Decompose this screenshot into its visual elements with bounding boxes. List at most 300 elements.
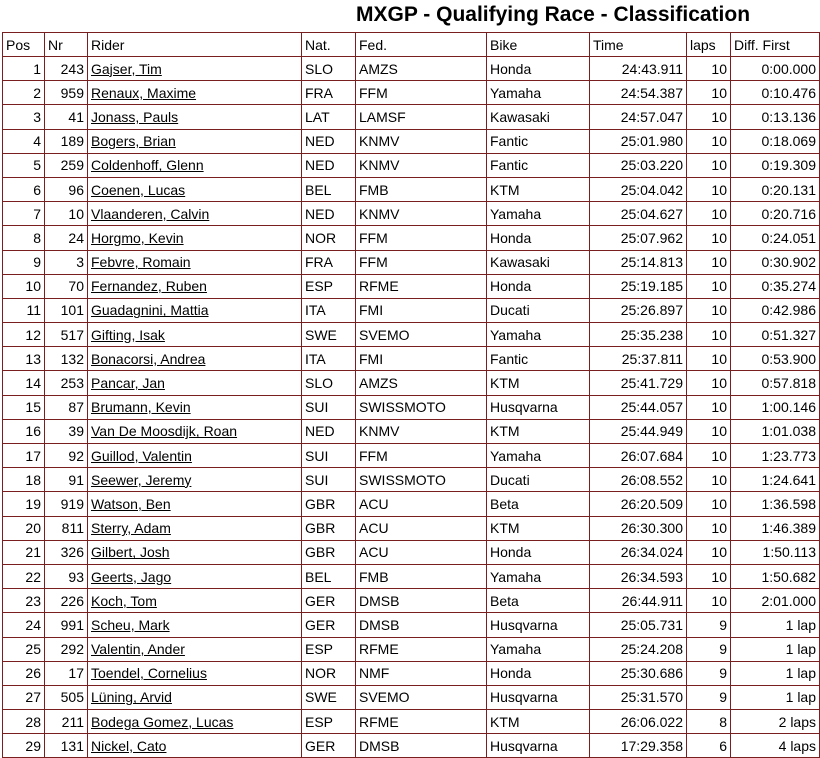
cell-rider [88, 274, 302, 298]
cell-laps: 10 [687, 177, 731, 201]
cell-diff-first: 0:19.309 [731, 153, 820, 177]
cell-pos: 1 [3, 57, 45, 81]
cell-time: 26:30.300 [590, 516, 687, 540]
cell-diff-first: 1:23.773 [731, 444, 820, 468]
cell-nat: GER [302, 589, 356, 613]
cell-diff-first: 2:01.000 [731, 589, 820, 613]
cell-bike: Honda [487, 226, 590, 250]
table-row [3, 371, 820, 395]
cell-diff-first: 1 lap [731, 685, 820, 709]
cell-bike: Fantic [487, 153, 590, 177]
cell-nat: FRA [302, 81, 356, 105]
cell-time: 26:44.911 [590, 589, 687, 613]
cell-diff-first: 0:24.051 [731, 226, 820, 250]
rider-link[interactable]: Fernandez, Ruben [91, 278, 207, 295]
cell-bike: Yamaha [487, 444, 590, 468]
cell-time: 17:29.358 [590, 734, 687, 758]
cell-laps: 10 [687, 540, 731, 564]
cell-fed: KNMV [356, 202, 487, 226]
cell-time: 26:06.022 [590, 710, 687, 734]
cell-bike: KTM [487, 419, 590, 443]
cell-nr: 101 [45, 298, 88, 322]
cell-pos: 5 [3, 153, 45, 177]
cell-laps: 10 [687, 298, 731, 322]
cell-pos: 7 [3, 202, 45, 226]
cell-diff-first: 0:20.131 [731, 177, 820, 201]
cell-pos: 2 [3, 81, 45, 105]
cell-nat: ESP [302, 274, 356, 298]
cell-pos: 10 [3, 274, 45, 298]
cell-nat: NOR [302, 226, 356, 250]
cell-diff-first: 1:36.598 [731, 492, 820, 516]
table-row [3, 613, 820, 637]
rider-link[interactable]: Gifting, Isak [91, 326, 165, 343]
cell-diff-first: 0:51.327 [731, 323, 820, 347]
cell-nr: 87 [45, 395, 88, 419]
cell-nr: 959 [45, 81, 88, 105]
cell-diff-first: 0:18.069 [731, 129, 820, 153]
table-row [3, 685, 820, 709]
classification-table [2, 32, 820, 758]
cell-diff-first: 1:50.113 [731, 540, 820, 564]
page-title-bar [0, 0, 800, 30]
cell-laps: 10 [687, 589, 731, 613]
cell-nr: 24 [45, 226, 88, 250]
cell-diff-first: 1 lap [731, 613, 820, 637]
cell-nat: GBR [302, 540, 356, 564]
cell-nr: 10 [45, 202, 88, 226]
rider-link[interactable]: Jonass, Pauls [91, 108, 179, 125]
cell-laps: 10 [687, 395, 731, 419]
cell-pos: 20 [3, 516, 45, 540]
cell-fed: KNMV [356, 419, 487, 443]
cell-fed: FMB [356, 177, 487, 201]
cell-diff-first: 1:24.641 [731, 468, 820, 492]
cell-pos: 25 [3, 637, 45, 661]
cell-time: 26:07.684 [590, 444, 687, 468]
cell-nat: GBR [302, 516, 356, 540]
cell-rider [88, 613, 302, 637]
table-row [3, 564, 820, 588]
cell-fed: DMSB [356, 589, 487, 613]
rider-link[interactable]: Watson, Ben [91, 495, 171, 512]
table-row [3, 589, 820, 613]
cell-nat: NED [302, 153, 356, 177]
cell-diff-first: 1 lap [731, 637, 820, 661]
cell-laps: 10 [687, 274, 731, 298]
cell-pos: 18 [3, 468, 45, 492]
cell-bike: Husqvarna [487, 734, 590, 758]
rider-link[interactable]: Guadagnini, Mattia [91, 302, 209, 319]
rider-link[interactable]: Nickel, Cato [91, 737, 167, 754]
cell-time: 24:54.387 [590, 81, 687, 105]
rider-link[interactable]: Koch, Tom [91, 592, 157, 609]
cell-pos: 16 [3, 419, 45, 443]
rider-link[interactable]: Coenen, Lucas [91, 181, 186, 198]
rider-link[interactable]: Guillod, Valentin [91, 447, 192, 464]
cell-nr: 811 [45, 516, 88, 540]
cell-fed: AMZS [356, 57, 487, 81]
cell-nr: 70 [45, 274, 88, 298]
cell-bike: Honda [487, 57, 590, 81]
cell-rider [88, 516, 302, 540]
cell-nr: 991 [45, 613, 88, 637]
cell-rider [88, 444, 302, 468]
cell-diff-first: 1 lap [731, 661, 820, 685]
cell-rider [88, 564, 302, 588]
cell-nat: BEL [302, 177, 356, 201]
cell-diff-first: 4 laps [731, 734, 820, 758]
cell-time: 25:31.570 [590, 685, 687, 709]
cell-pos: 24 [3, 613, 45, 637]
cell-laps: 10 [687, 419, 731, 443]
cell-rider [88, 81, 302, 105]
table-row [3, 734, 820, 758]
cell-time: 25:04.627 [590, 202, 687, 226]
cell-fed: NMF [356, 661, 487, 685]
header-nr: Nr [45, 33, 88, 57]
cell-time: 25:35.238 [590, 323, 687, 347]
cell-bike: Kawasaki [487, 250, 590, 274]
cell-pos: 11 [3, 298, 45, 322]
rider-link[interactable]: Febvre, Romain [91, 254, 191, 271]
cell-nat: FRA [302, 250, 356, 274]
cell-time: 26:34.593 [590, 564, 687, 588]
cell-laps: 10 [687, 57, 731, 81]
cell-rider [88, 177, 302, 201]
cell-time: 25:30.686 [590, 661, 687, 685]
cell-fed: DMSB [356, 613, 487, 637]
cell-bike: Beta [487, 492, 590, 516]
cell-rider [88, 129, 302, 153]
cell-diff-first: 1:00.146 [731, 395, 820, 419]
cell-nat: NED [302, 419, 356, 443]
cell-nat: ITA [302, 298, 356, 322]
cell-fed: FFM [356, 226, 487, 250]
cell-laps: 10 [687, 444, 731, 468]
cell-time: 25:14.813 [590, 250, 687, 274]
cell-rider [88, 710, 302, 734]
cell-pos: 28 [3, 710, 45, 734]
cell-nr: 292 [45, 637, 88, 661]
cell-diff-first: 1:46.389 [731, 516, 820, 540]
header-diff-first: Diff. First [731, 33, 820, 57]
cell-pos: 17 [3, 444, 45, 468]
cell-nat: NED [302, 129, 356, 153]
cell-rider [88, 202, 302, 226]
table-row [3, 129, 820, 153]
cell-time: 25:24.208 [590, 637, 687, 661]
cell-nr: 92 [45, 444, 88, 468]
header-nat: Nat. [302, 33, 356, 57]
cell-rider [88, 734, 302, 758]
page-title: MXGP - Qualifying Race - Classification [356, 3, 751, 26]
rider-link[interactable]: Van De Moosdijk, Roan [91, 423, 238, 440]
cell-rider [88, 492, 302, 516]
rider-link[interactable]: Gajser, Tim [91, 60, 162, 77]
cell-nat: ESP [302, 637, 356, 661]
table-row [3, 323, 820, 347]
rider-link[interactable]: Vlaanderen, Calvin [91, 205, 210, 222]
cell-nr: 96 [45, 177, 88, 201]
table-row [3, 540, 820, 564]
cell-pos: 12 [3, 323, 45, 347]
table-row [3, 105, 820, 129]
cell-laps: 9 [687, 685, 731, 709]
table-row [3, 710, 820, 734]
cell-rider [88, 661, 302, 685]
cell-nat: SWE [302, 323, 356, 347]
rider-link[interactable]: Toendel, Cornelius [91, 665, 207, 682]
cell-rider [88, 323, 302, 347]
rider-link[interactable]: Sterry, Adam [91, 520, 171, 537]
cell-fed: SWISSMOTO [356, 395, 487, 419]
cell-rider [88, 395, 302, 419]
rider-link[interactable]: Bonacorsi, Andrea [91, 350, 206, 367]
cell-laps: 6 [687, 734, 731, 758]
cell-pos: 26 [3, 661, 45, 685]
cell-diff-first: 0:10.476 [731, 81, 820, 105]
cell-laps: 10 [687, 129, 731, 153]
cell-diff-first: 0:30.902 [731, 250, 820, 274]
cell-pos: 15 [3, 395, 45, 419]
cell-nr: 17 [45, 661, 88, 685]
cell-pos: 3 [3, 105, 45, 129]
cell-pos: 29 [3, 734, 45, 758]
cell-fed: FMI [356, 298, 487, 322]
cell-fed: LAMSF [356, 105, 487, 129]
rider-link[interactable]: Geerts, Jago [91, 568, 172, 585]
cell-bike: Fantic [487, 347, 590, 371]
cell-laps: 8 [687, 710, 731, 734]
rider-link[interactable]: Bodega Gomez, Lucas [91, 713, 234, 730]
cell-bike: Yamaha [487, 637, 590, 661]
cell-rider [88, 250, 302, 274]
cell-nat: BEL [302, 564, 356, 588]
rider-link[interactable]: Scheu, Mark [91, 616, 170, 633]
table-row [3, 177, 820, 201]
cell-rider [88, 540, 302, 564]
cell-time: 25:44.949 [590, 419, 687, 443]
cell-bike: Husqvarna [487, 613, 590, 637]
cell-nr: 259 [45, 153, 88, 177]
cell-time: 25:04.042 [590, 177, 687, 201]
cell-nr: 243 [45, 57, 88, 81]
cell-time: 26:08.552 [590, 468, 687, 492]
cell-time: 25:03.220 [590, 153, 687, 177]
header-laps: laps [687, 33, 731, 57]
cell-laps: 10 [687, 153, 731, 177]
cell-nat: SLO [302, 57, 356, 81]
table-row [3, 202, 820, 226]
cell-diff-first: 1:50.682 [731, 564, 820, 588]
cell-rider [88, 468, 302, 492]
cell-time: 25:19.185 [590, 274, 687, 298]
cell-nat: NED [302, 202, 356, 226]
cell-bike: KTM [487, 371, 590, 395]
cell-diff-first: 0:53.900 [731, 347, 820, 371]
cell-pos: 22 [3, 564, 45, 588]
cell-rider [88, 298, 302, 322]
cell-nat: SUI [302, 395, 356, 419]
cell-fed: ACU [356, 492, 487, 516]
rider-link[interactable]: Valentin, Ander [91, 641, 185, 658]
cell-bike: Kawasaki [487, 105, 590, 129]
cell-bike: Honda [487, 274, 590, 298]
cell-fed: FMB [356, 564, 487, 588]
header-rider: Rider [88, 33, 302, 57]
table-row [3, 468, 820, 492]
rider-link[interactable]: Lüning, Arvid [91, 689, 172, 706]
cell-laps: 10 [687, 105, 731, 129]
cell-laps: 10 [687, 516, 731, 540]
table-row [3, 661, 820, 685]
cell-nr: 517 [45, 323, 88, 347]
cell-time: 26:20.509 [590, 492, 687, 516]
cell-nr: 919 [45, 492, 88, 516]
table-row [3, 444, 820, 468]
cell-diff-first: 0:13.136 [731, 105, 820, 129]
cell-nr: 39 [45, 419, 88, 443]
cell-bike: Yamaha [487, 564, 590, 588]
header-pos: Pos [3, 33, 45, 57]
cell-fed: RFME [356, 637, 487, 661]
cell-nr: 505 [45, 685, 88, 709]
cell-bike: KTM [487, 516, 590, 540]
rider-link[interactable]: Bogers, Brian [91, 133, 176, 150]
cell-fed: RFME [356, 710, 487, 734]
cell-pos: 4 [3, 129, 45, 153]
cell-pos: 14 [3, 371, 45, 395]
cell-fed: SVEMO [356, 685, 487, 709]
cell-fed: SWISSMOTO [356, 468, 487, 492]
cell-rider [88, 226, 302, 250]
table-row [3, 637, 820, 661]
cell-rider [88, 637, 302, 661]
cell-bike: Honda [487, 540, 590, 564]
cell-nr: 226 [45, 589, 88, 613]
cell-fed: ACU [356, 540, 487, 564]
cell-nat: NOR [302, 661, 356, 685]
cell-bike: Ducati [487, 298, 590, 322]
cell-nat: GER [302, 613, 356, 637]
cell-nr: 132 [45, 347, 88, 371]
cell-time: 25:37.811 [590, 347, 687, 371]
cell-nat: SLO [302, 371, 356, 395]
table-row [3, 347, 820, 371]
cell-bike: Yamaha [487, 323, 590, 347]
cell-time: 25:41.729 [590, 371, 687, 395]
table-row [3, 81, 820, 105]
cell-pos: 19 [3, 492, 45, 516]
cell-rider [88, 419, 302, 443]
cell-nat: ITA [302, 347, 356, 371]
cell-pos: 21 [3, 540, 45, 564]
table-row [3, 57, 820, 81]
cell-fed: AMZS [356, 371, 487, 395]
cell-laps: 10 [687, 468, 731, 492]
cell-rider [88, 57, 302, 81]
cell-laps: 10 [687, 347, 731, 371]
cell-nr: 91 [45, 468, 88, 492]
cell-fed: SVEMO [356, 323, 487, 347]
cell-fed: ACU [356, 516, 487, 540]
cell-fed: FFM [356, 444, 487, 468]
cell-rider [88, 153, 302, 177]
cell-diff-first: 1:01.038 [731, 419, 820, 443]
cell-bike: Honda [487, 661, 590, 685]
cell-fed: KNMV [356, 129, 487, 153]
cell-bike: Husqvarna [487, 395, 590, 419]
cell-laps: 10 [687, 81, 731, 105]
cell-fed: RFME [356, 274, 487, 298]
rider-link[interactable]: Pancar, Jan [91, 375, 165, 392]
table-row [3, 153, 820, 177]
cell-nat: SUI [302, 468, 356, 492]
cell-pos: 13 [3, 347, 45, 371]
cell-fed: DMSB [356, 734, 487, 758]
rider-link[interactable]: Renaux, Maxime [91, 84, 197, 101]
cell-nr: 3 [45, 250, 88, 274]
table-row [3, 395, 820, 419]
rider-link[interactable]: Coldenhoff, Glenn [91, 157, 204, 174]
rider-link[interactable]: Horgmo, Kevin [91, 229, 184, 246]
cell-nr: 131 [45, 734, 88, 758]
table-body [3, 57, 820, 758]
cell-bike: KTM [487, 177, 590, 201]
cell-bike: Yamaha [487, 202, 590, 226]
cell-pos: 8 [3, 226, 45, 250]
cell-laps: 10 [687, 323, 731, 347]
cell-diff-first: 2 laps [731, 710, 820, 734]
cell-fed: FMI [356, 347, 487, 371]
cell-nat: GBR [302, 492, 356, 516]
cell-rider [88, 589, 302, 613]
cell-bike: KTM [487, 710, 590, 734]
cell-time: 26:34.024 [590, 540, 687, 564]
cell-rider [88, 347, 302, 371]
cell-fed: KNMV [356, 153, 487, 177]
cell-diff-first: 0:00.000 [731, 57, 820, 81]
cell-time: 24:57.047 [590, 105, 687, 129]
cell-nr: 41 [45, 105, 88, 129]
rider-link[interactable]: Gilbert, Josh [91, 544, 170, 561]
cell-time: 25:05.731 [590, 613, 687, 637]
rider-link[interactable]: Brumann, Kevin [91, 399, 191, 416]
cell-nat: SUI [302, 444, 356, 468]
cell-laps: 10 [687, 492, 731, 516]
table-header-row [3, 33, 820, 57]
cell-bike: Husqvarna [487, 685, 590, 709]
cell-nr: 93 [45, 564, 88, 588]
cell-time: 25:01.980 [590, 129, 687, 153]
rider-link[interactable]: Seewer, Jeremy [91, 471, 192, 488]
cell-bike: Yamaha [487, 81, 590, 105]
header-bike: Bike [487, 33, 590, 57]
cell-laps: 9 [687, 613, 731, 637]
header-fed: Fed. [356, 33, 487, 57]
cell-nr: 326 [45, 540, 88, 564]
cell-nr: 189 [45, 129, 88, 153]
cell-rider [88, 105, 302, 129]
cell-bike: Beta [487, 589, 590, 613]
cell-pos: 6 [3, 177, 45, 201]
cell-rider [88, 371, 302, 395]
cell-nat: SWE [302, 685, 356, 709]
cell-diff-first: 0:35.274 [731, 274, 820, 298]
cell-time: 24:43.911 [590, 57, 687, 81]
cell-laps: 10 [687, 371, 731, 395]
